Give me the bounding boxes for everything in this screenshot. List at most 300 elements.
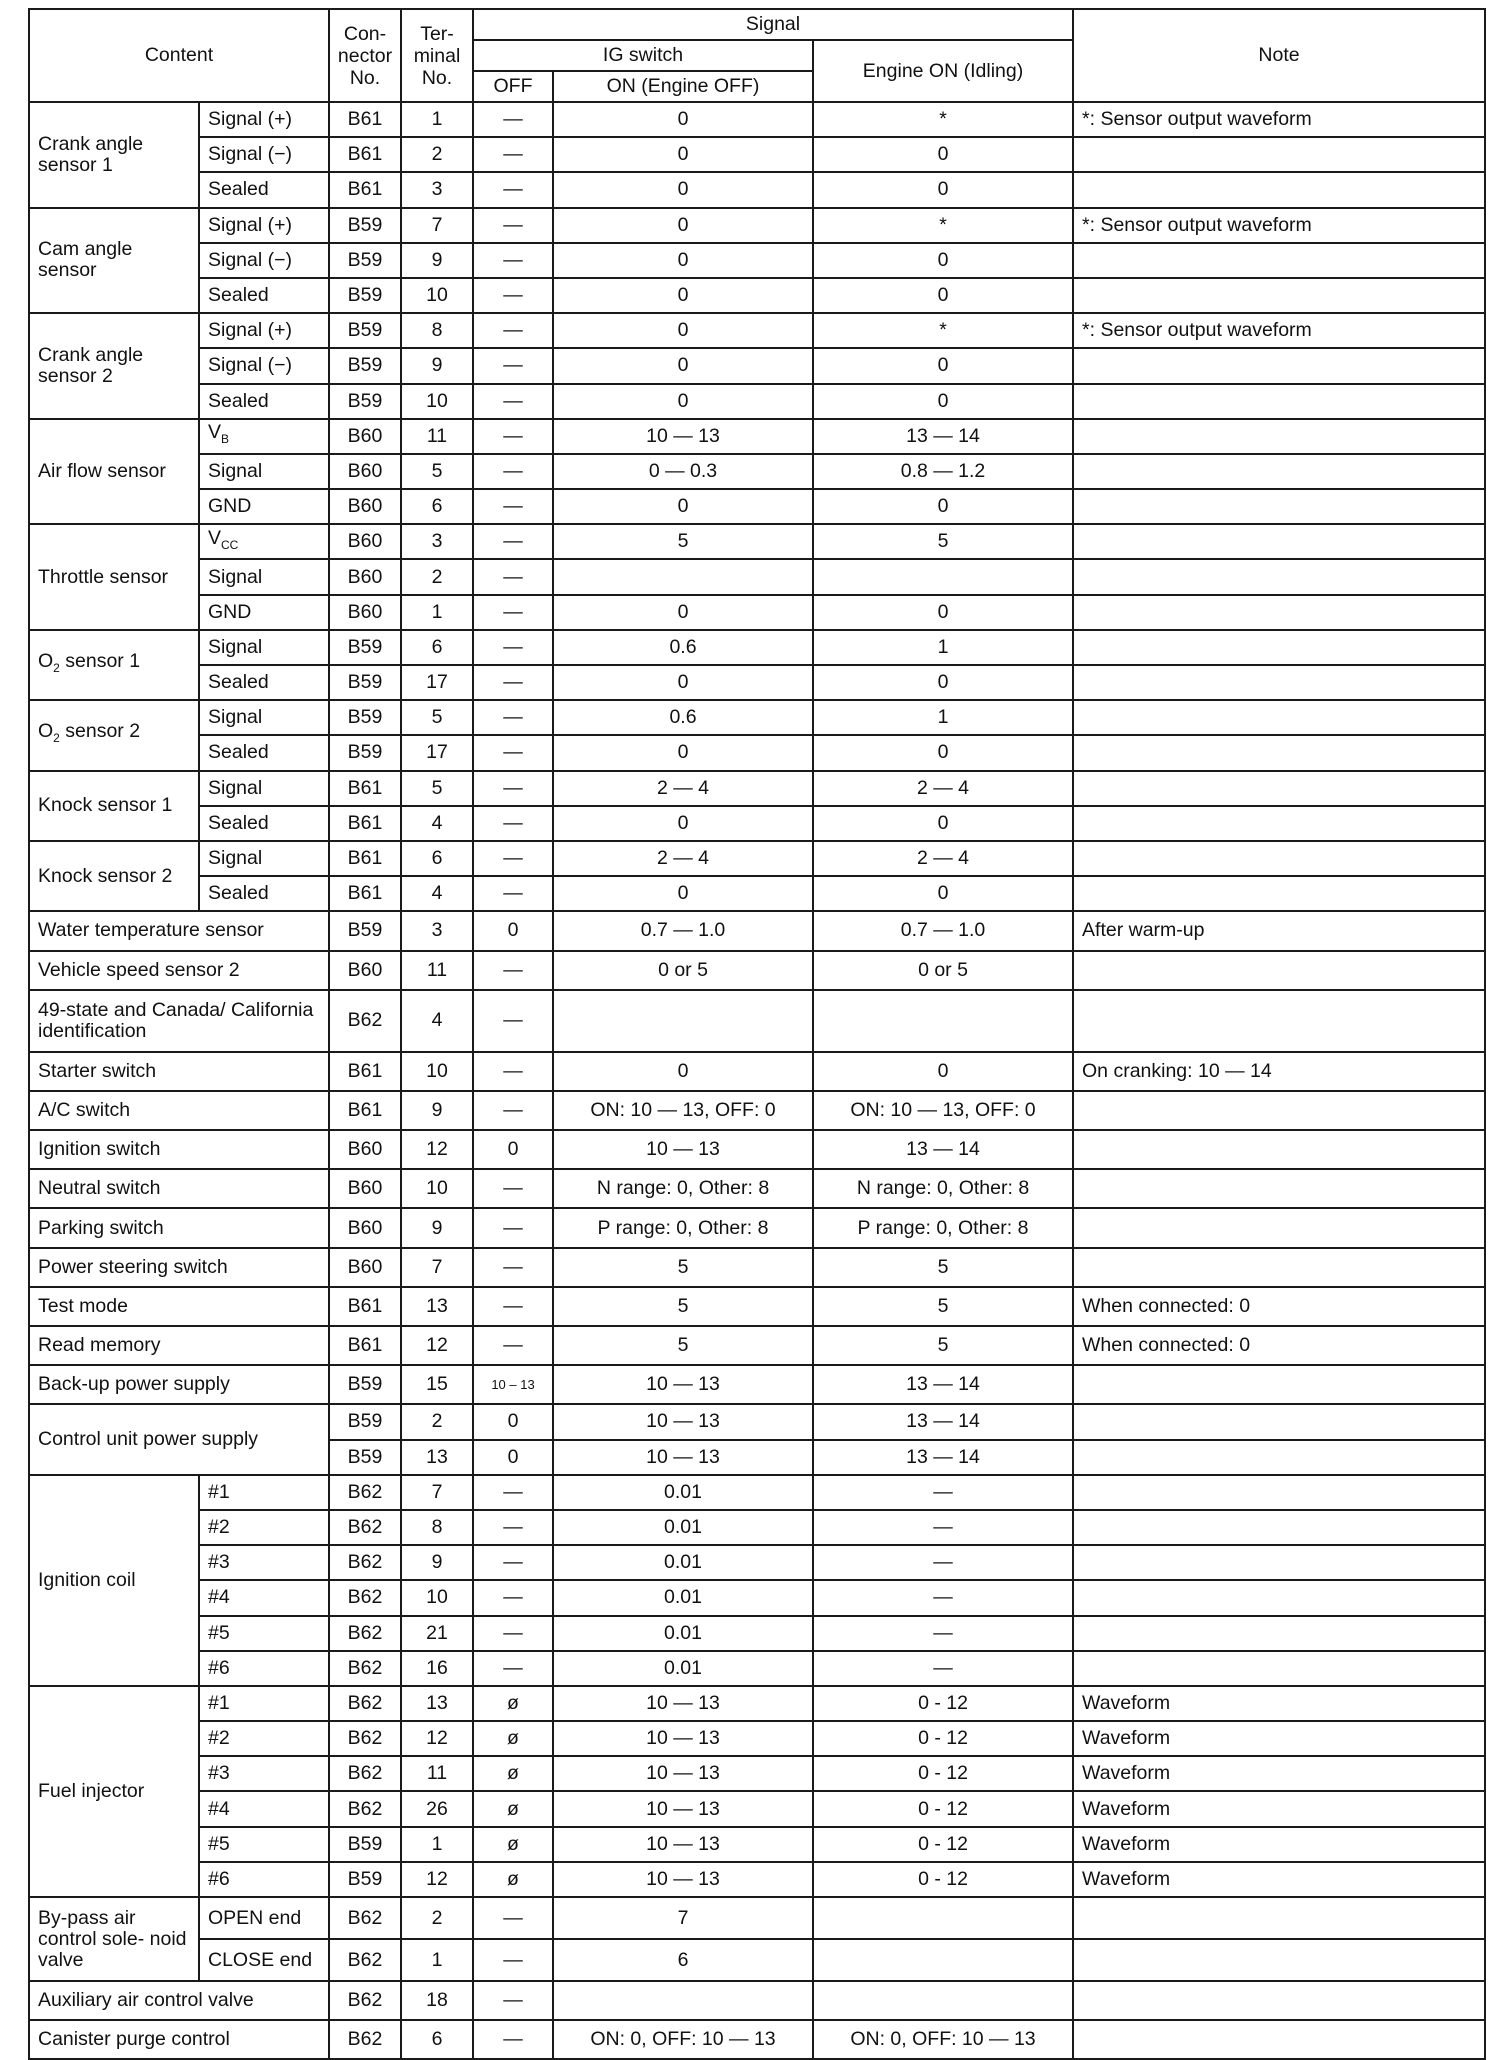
row-engine-on: 0	[813, 278, 1073, 313]
row-note: When connected: 0	[1073, 1287, 1485, 1326]
table-row	[29, 806, 1485, 841]
row-note: *: Sensor output waveform	[1073, 208, 1485, 243]
row-subitem: #5	[199, 1616, 329, 1651]
row-connector: B59	[329, 384, 401, 419]
table-header	[29, 9, 1485, 102]
row-engine-on: 0	[813, 876, 1073, 911]
row-note	[1073, 1981, 1485, 2020]
row-ig-on: 0.6	[553, 700, 813, 735]
table-row	[29, 559, 1485, 594]
row-terminal: 12	[401, 1130, 473, 1169]
row-ig-off: —	[473, 313, 553, 348]
row-ig-on: 2 — 4	[553, 841, 813, 876]
row-terminal: 2	[401, 1897, 473, 1939]
row-note	[1073, 876, 1485, 911]
row-content: Back-up power supply	[29, 1365, 329, 1404]
row-ig-off: —	[473, 1326, 553, 1365]
row-ig-on: 10 — 13	[553, 1827, 813, 1862]
row-ig-on: 0.01	[553, 1545, 813, 1580]
row-ig-off: —	[473, 559, 553, 594]
row-terminal: 13	[401, 1287, 473, 1326]
table-row	[29, 951, 1485, 990]
row-engine-on	[813, 1981, 1073, 2020]
row-subitem: CLOSE end	[199, 1939, 329, 1981]
row-note	[1073, 771, 1485, 806]
row-ig-off: —	[473, 102, 553, 137]
row-engine-on: 13 — 14	[813, 1130, 1073, 1169]
row-ig-off: —	[473, 1208, 553, 1247]
row-ig-on	[553, 990, 813, 1052]
row-ig-off: —	[473, 1545, 553, 1580]
row-ig-on: 0	[553, 278, 813, 313]
row-ig-on: 0.01	[553, 1651, 813, 1686]
row-ig-on: 10 — 13	[553, 1862, 813, 1897]
table-row	[29, 990, 1485, 1052]
row-subitem: Signal (−)	[199, 137, 329, 172]
row-subitem: GND	[199, 489, 329, 524]
row-connector: B61	[329, 172, 401, 207]
row-ig-on: 0	[553, 172, 813, 207]
row-note	[1073, 951, 1485, 990]
table-row	[29, 630, 1485, 665]
row-connector: B61	[329, 1091, 401, 1130]
row-content: Air flow sensor	[29, 419, 199, 525]
row-engine-on: 0 or 5	[813, 951, 1073, 990]
row-connector: B61	[329, 841, 401, 876]
row-connector: B62	[329, 1616, 401, 1651]
table-row	[29, 1756, 1485, 1791]
row-content: Knock sensor 1	[29, 771, 199, 841]
row-connector: B60	[329, 595, 401, 630]
row-ig-on: 10 — 13	[553, 1404, 813, 1439]
table-body	[29, 102, 1485, 2059]
row-engine-on	[813, 1897, 1073, 1939]
row-connector: B59	[329, 665, 401, 700]
table-row	[29, 454, 1485, 489]
row-content: Ignition coil	[29, 1475, 199, 1686]
row-note	[1073, 1475, 1485, 1510]
row-note: Waveform	[1073, 1686, 1485, 1721]
row-engine-on: 0 - 12	[813, 1827, 1073, 1862]
row-subitem: #2	[199, 1721, 329, 1756]
row-connector: B59	[329, 1404, 401, 1439]
row-ig-on	[553, 1981, 813, 2020]
row-ig-on: 0.01	[553, 1510, 813, 1545]
row-content: Vehicle speed sensor 2	[29, 951, 329, 990]
header-off: OFF	[473, 71, 553, 102]
row-ig-off: —	[473, 454, 553, 489]
row-note	[1073, 665, 1485, 700]
row-ig-on: 0 — 0.3	[553, 454, 813, 489]
row-ig-off: —	[473, 841, 553, 876]
row-terminal: 8	[401, 313, 473, 348]
row-engine-on: 0	[813, 806, 1073, 841]
row-terminal: 17	[401, 735, 473, 770]
row-engine-on: —	[813, 1510, 1073, 1545]
row-subitem: #5	[199, 1827, 329, 1862]
table-row	[29, 1827, 1485, 1862]
row-subitem: Signal (+)	[199, 313, 329, 348]
row-connector: B60	[329, 1130, 401, 1169]
row-ig-off: ø	[473, 1791, 553, 1826]
row-connector: B59	[329, 1365, 401, 1404]
table-row	[29, 1862, 1485, 1897]
row-ig-off: —	[473, 489, 553, 524]
row-ig-on: 0 or 5	[553, 951, 813, 990]
row-terminal: 2	[401, 137, 473, 172]
row-terminal: 10	[401, 1580, 473, 1615]
row-note	[1073, 384, 1485, 419]
row-ig-on: 0.01	[553, 1475, 813, 1510]
row-connector: B61	[329, 102, 401, 137]
row-ig-on: 5	[553, 524, 813, 559]
row-engine-on	[813, 1939, 1073, 1981]
row-ig-off: —	[473, 1897, 553, 1939]
row-connector: B61	[329, 137, 401, 172]
table-row	[29, 1475, 1485, 1510]
row-ig-on: 0.6	[553, 630, 813, 665]
row-content: Crank angle sensor 1	[29, 102, 199, 208]
row-engine-on: 0 - 12	[813, 1862, 1073, 1897]
row-engine-on: 13 — 14	[813, 419, 1073, 454]
row-subitem: $V_{CC}$	[199, 524, 329, 559]
row-note	[1073, 137, 1485, 172]
row-note: Waveform	[1073, 1791, 1485, 1826]
row-connector: B62	[329, 1510, 401, 1545]
row-ig-off: —	[473, 806, 553, 841]
row-terminal: 11	[401, 951, 473, 990]
row-ig-on: 10 — 13	[553, 419, 813, 454]
row-connector: B62	[329, 1939, 401, 1981]
row-engine-on: 0.7 — 1.0	[813, 911, 1073, 950]
row-terminal: 9	[401, 1208, 473, 1247]
row-terminal: 9	[401, 1545, 473, 1580]
row-terminal: 6	[401, 2020, 473, 2059]
row-terminal: 2	[401, 559, 473, 594]
row-ig-off: —	[473, 1939, 553, 1981]
row-connector: B59	[329, 278, 401, 313]
row-ig-off: —	[473, 384, 553, 419]
row-ig-off: —	[473, 1248, 553, 1287]
row-note	[1073, 1651, 1485, 1686]
row-ig-off: —	[473, 1616, 553, 1651]
row-engine-on: 13 — 14	[813, 1365, 1073, 1404]
table-row	[29, 595, 1485, 630]
row-ig-on: 0	[553, 876, 813, 911]
row-ig-off: ø	[473, 1686, 553, 1721]
row-engine-on: 1	[813, 700, 1073, 735]
row-ig-on: 7	[553, 1897, 813, 1939]
row-content: Auxiliary air control valve	[29, 1981, 329, 2020]
row-connector: B59	[329, 1862, 401, 1897]
header-signal: Signal	[473, 9, 1073, 40]
row-ig-on: 0	[553, 1052, 813, 1091]
row-note	[1073, 454, 1485, 489]
table-row	[29, 313, 1485, 348]
row-engine-on: 5	[813, 1287, 1073, 1326]
row-terminal: 3	[401, 911, 473, 950]
row-subitem: #4	[199, 1791, 329, 1826]
table-row	[29, 489, 1485, 524]
row-ig-on: 0	[553, 665, 813, 700]
row-ig-on: 10 — 13	[553, 1686, 813, 1721]
row-note	[1073, 243, 1485, 278]
table-row	[29, 771, 1485, 806]
row-terminal: 8	[401, 1510, 473, 1545]
table-row	[29, 243, 1485, 278]
row-ig-off: —	[473, 1091, 553, 1130]
row-note: Waveform	[1073, 1827, 1485, 1862]
row-engine-on: 0.8 — 1.2	[813, 454, 1073, 489]
table-row	[29, 1208, 1485, 1247]
row-ig-off: ø	[473, 1721, 553, 1756]
row-subitem: GND	[199, 595, 329, 630]
row-ig-off: —	[473, 665, 553, 700]
header-engine-on: Engine ON (Idling)	[813, 40, 1073, 102]
table-row	[29, 1651, 1485, 1686]
row-engine-on: 0	[813, 595, 1073, 630]
row-ig-off: —	[473, 419, 553, 454]
row-subitem: #3	[199, 1756, 329, 1791]
row-terminal: 7	[401, 208, 473, 243]
table-row	[29, 1791, 1485, 1826]
row-subitem: Sealed	[199, 876, 329, 911]
row-engine-on: 2 — 4	[813, 771, 1073, 806]
row-ig-on: 0	[553, 243, 813, 278]
row-engine-on: 0	[813, 384, 1073, 419]
row-connector: B60	[329, 419, 401, 454]
row-ig-off: —	[473, 1287, 553, 1326]
row-content: Neutral switch	[29, 1169, 329, 1208]
row-engine-on: 0	[813, 348, 1073, 383]
row-terminal: 1	[401, 1939, 473, 1981]
row-note	[1073, 1440, 1485, 1475]
row-engine-on	[813, 990, 1073, 1052]
row-engine-on: *	[813, 102, 1073, 137]
row-ig-off: —	[473, 700, 553, 735]
row-ig-off: —	[473, 735, 553, 770]
table-row	[29, 524, 1485, 559]
row-engine-on: 0	[813, 735, 1073, 770]
table-row	[29, 1981, 1485, 2020]
table-row	[29, 1169, 1485, 1208]
row-ig-off: ø	[473, 1827, 553, 1862]
row-subitem: Sealed	[199, 806, 329, 841]
row-subitem: Signal	[199, 841, 329, 876]
row-content: $O_2$ sensor 1	[29, 630, 199, 700]
row-connector: B60	[329, 1169, 401, 1208]
row-ig-off: —	[473, 630, 553, 665]
row-content: Ignition switch	[29, 1130, 329, 1169]
table-row	[29, 1616, 1485, 1651]
row-ig-off: 10 – 13	[473, 1365, 553, 1404]
row-engine-on: 0	[813, 1052, 1073, 1091]
row-ig-off: —	[473, 2020, 553, 2059]
row-ig-on: 0.01	[553, 1616, 813, 1651]
row-note: Waveform	[1073, 1862, 1485, 1897]
row-connector: B62	[329, 1475, 401, 1510]
row-subitem: #3	[199, 1545, 329, 1580]
table-row	[29, 911, 1485, 950]
header-ig-switch: IG switch	[473, 40, 813, 71]
row-terminal: 12	[401, 1721, 473, 1756]
row-engine-on: 0 - 12	[813, 1686, 1073, 1721]
row-ig-off: ø	[473, 1756, 553, 1791]
table-row	[29, 1580, 1485, 1615]
row-note	[1073, 595, 1485, 630]
row-ig-on: 0	[553, 806, 813, 841]
table-row	[29, 700, 1485, 735]
row-subitem: Sealed	[199, 665, 329, 700]
row-connector: B59	[329, 1440, 401, 1475]
row-engine-on: 5	[813, 1326, 1073, 1365]
row-content: A/C switch	[29, 1091, 329, 1130]
row-connector: B62	[329, 990, 401, 1052]
table-row	[29, 384, 1485, 419]
row-terminal: 4	[401, 806, 473, 841]
row-ig-off: —	[473, 1169, 553, 1208]
row-connector: B62	[329, 1580, 401, 1615]
row-ig-on: ON: 10 — 13, OFF: 0	[553, 1091, 813, 1130]
header-note: Note	[1073, 9, 1485, 102]
row-note: Waveform	[1073, 1756, 1485, 1791]
row-engine-on: P range: 0, Other: 8	[813, 1208, 1073, 1247]
row-terminal: 9	[401, 243, 473, 278]
row-engine-on: —	[813, 1651, 1073, 1686]
row-ig-on: 10 — 13	[553, 1130, 813, 1169]
row-ig-off: 0	[473, 911, 553, 950]
row-terminal: 10	[401, 1169, 473, 1208]
table-row	[29, 1686, 1485, 1721]
row-ig-off: —	[473, 524, 553, 559]
row-connector: B61	[329, 1052, 401, 1091]
row-terminal: 16	[401, 1651, 473, 1686]
table-row	[29, 1510, 1485, 1545]
row-content: Read memory	[29, 1326, 329, 1365]
row-connector: B62	[329, 1651, 401, 1686]
row-engine-on: *	[813, 313, 1073, 348]
row-ig-off: ø	[473, 1862, 553, 1897]
row-ig-off: —	[473, 1651, 553, 1686]
row-terminal: 17	[401, 665, 473, 700]
row-ig-off: 0	[473, 1440, 553, 1475]
row-content: Starter switch	[29, 1052, 329, 1091]
row-ig-off: —	[473, 771, 553, 806]
row-ig-on: 5	[553, 1287, 813, 1326]
row-note	[1073, 1939, 1485, 1981]
row-engine-on: 5	[813, 1248, 1073, 1287]
row-ig-off: —	[473, 595, 553, 630]
row-terminal: 6	[401, 841, 473, 876]
row-terminal: 21	[401, 1616, 473, 1651]
row-subitem: Signal (+)	[199, 208, 329, 243]
row-terminal: 15	[401, 1365, 473, 1404]
row-ig-off: —	[473, 876, 553, 911]
row-ig-on: 10 — 13	[553, 1756, 813, 1791]
row-note	[1073, 1169, 1485, 1208]
signal-table	[28, 8, 1486, 2060]
row-terminal: 11	[401, 1756, 473, 1791]
row-terminal: 1	[401, 595, 473, 630]
table-row	[29, 102, 1485, 137]
header-on-engine-off: ON (Engine OFF)	[553, 71, 813, 102]
row-note: When connected: 0	[1073, 1326, 1485, 1365]
header-terminal: Ter- minal No.	[401, 9, 473, 102]
row-terminal: 10	[401, 1052, 473, 1091]
row-note	[1073, 1248, 1485, 1287]
table-row	[29, 172, 1485, 207]
row-subitem: Sealed	[199, 172, 329, 207]
row-ig-on: 0	[553, 208, 813, 243]
table-row	[29, 208, 1485, 243]
signal-table-sheet	[28, 8, 1484, 2051]
row-ig-on: 2 — 4	[553, 771, 813, 806]
row-ig-on: 6	[553, 1939, 813, 1981]
row-content: $O_2$ sensor 2	[29, 700, 199, 770]
row-subitem: $V_B$	[199, 419, 329, 454]
row-ig-on: 0.7 — 1.0	[553, 911, 813, 950]
row-content: Control unit power supply	[29, 1404, 329, 1474]
row-ig-off: —	[473, 348, 553, 383]
row-ig-off: —	[473, 1981, 553, 2020]
row-connector: B62	[329, 1897, 401, 1939]
row-connector: B60	[329, 951, 401, 990]
row-ig-on	[553, 559, 813, 594]
row-note	[1073, 419, 1485, 454]
row-ig-on: 0	[553, 735, 813, 770]
row-note	[1073, 278, 1485, 313]
table-row	[29, 1248, 1485, 1287]
row-engine-on: 0 - 12	[813, 1791, 1073, 1826]
row-note: *: Sensor output waveform	[1073, 102, 1485, 137]
row-terminal: 5	[401, 700, 473, 735]
row-ig-off: —	[473, 172, 553, 207]
row-terminal: 5	[401, 454, 473, 489]
row-ig-on: 10 — 13	[553, 1791, 813, 1826]
row-note: On cranking: 10 — 14	[1073, 1052, 1485, 1091]
row-content: Power steering switch	[29, 1248, 329, 1287]
row-ig-off: —	[473, 1052, 553, 1091]
row-ig-on: 10 — 13	[553, 1721, 813, 1756]
row-engine-on: 0	[813, 172, 1073, 207]
row-content: 49-state and Canada/ California identification	[29, 990, 329, 1052]
table-row	[29, 2020, 1485, 2059]
row-connector: B59	[329, 630, 401, 665]
row-ig-off: 0	[473, 1404, 553, 1439]
row-ig-off: —	[473, 1510, 553, 1545]
row-subitem: #1	[199, 1686, 329, 1721]
row-note: Waveform	[1073, 1721, 1485, 1756]
row-engine-on: 13 — 14	[813, 1404, 1073, 1439]
row-ig-on: 0	[553, 102, 813, 137]
row-connector: B62	[329, 1721, 401, 1756]
row-terminal: 6	[401, 630, 473, 665]
row-engine-on: ON: 10 — 13, OFF: 0	[813, 1091, 1073, 1130]
row-ig-on: 0	[553, 137, 813, 172]
row-terminal: 7	[401, 1248, 473, 1287]
row-subitem: Signal	[199, 454, 329, 489]
row-note	[1073, 1545, 1485, 1580]
header-content: Content	[29, 9, 329, 102]
row-ig-off: —	[473, 1580, 553, 1615]
table-row	[29, 665, 1485, 700]
row-terminal: 7	[401, 1475, 473, 1510]
table-row	[29, 735, 1485, 770]
row-terminal: 6	[401, 489, 473, 524]
row-engine-on: 0	[813, 489, 1073, 524]
row-note	[1073, 1404, 1485, 1439]
row-content: Parking switch	[29, 1208, 329, 1247]
